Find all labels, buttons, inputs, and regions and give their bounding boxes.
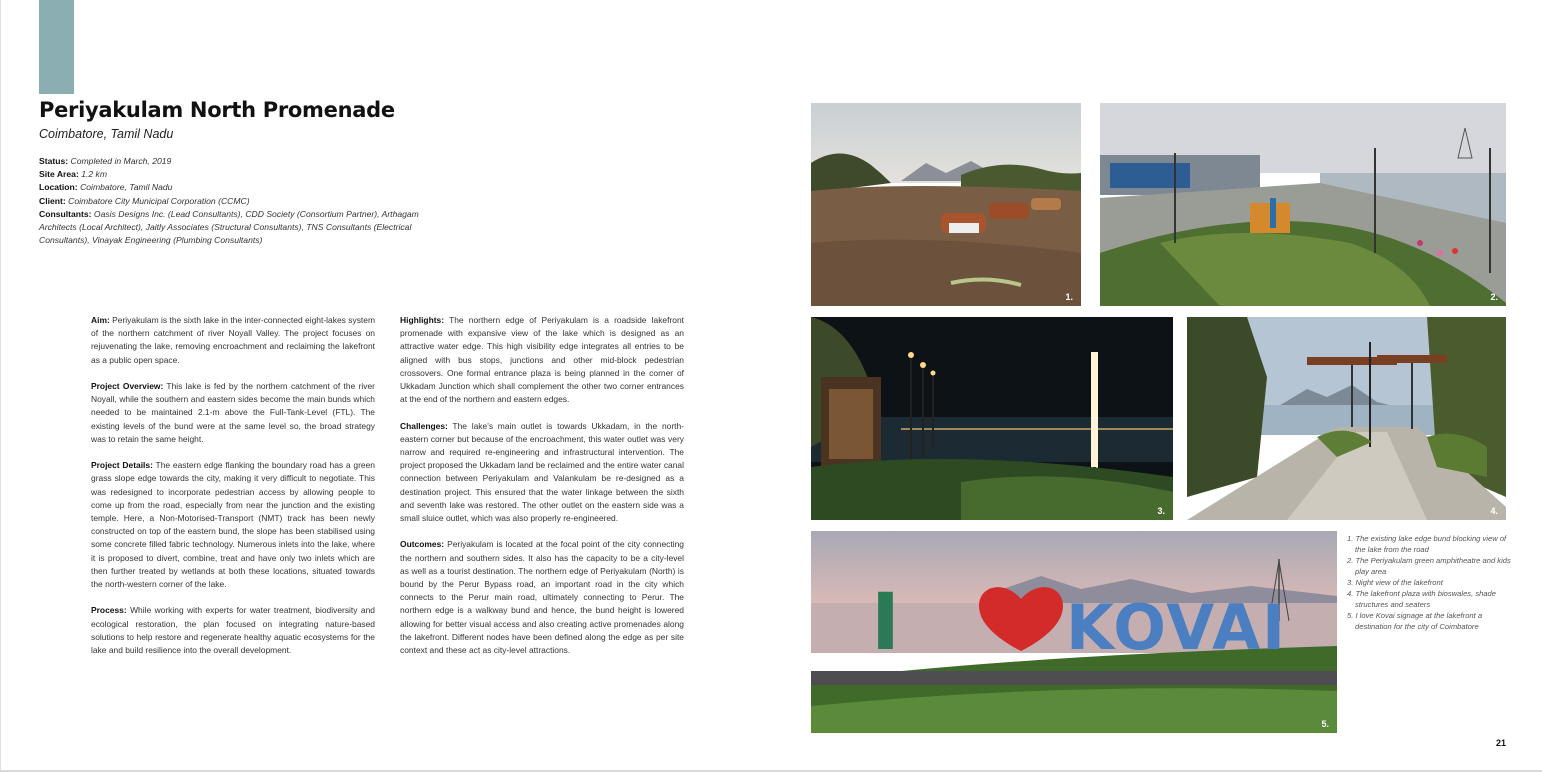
meta-location: Location: Coimbatore, Tamil Nadu — [39, 182, 173, 193]
sign-word-kovai: KOVAI — [1066, 591, 1288, 664]
meta-status: Status: Completed in March, 2019 — [39, 156, 172, 166]
meta-consultants: Consultants: Oasis Designs Inc. (Lead Consultants), CDD Society (Consortium Partner), Arthagam Architects (Local Architect), Jaitly Associates (Structural Consultants), TNS Consultants (Electrical Consultants), Vinayak Engineering (Plumbing Consultants) — [39, 208, 419, 246]
photo-number: 3. — [1157, 506, 1165, 516]
photo-number: 2. — [1490, 292, 1498, 302]
caption-item: 1. The existing lake edge bund blocking view of the lake from the road — [1347, 534, 1507, 554]
project-meta — [39, 155, 419, 247]
caption-item: 5. I love Kovai signage at the lakefront a destination for the city of Coimbatore — [1347, 611, 1483, 631]
paragraph-aim: Aim: Periyakulam is the sixth lake in the inter-connected eight-lakes system of the northern catchment of river Noyall Valley. The project focuses on rejuvenating the lake, removing encroachment and reclaiming the lakefront as a public open space. — [91, 315, 375, 365]
paragraph-project-details: Project Details: The eastern edge flanking the boundary road has a green grass slope edge towards the city, making it very difficult to negotiate. This was redesigned to incorporate pedestrian access by allowing people to come up from the road, especially from near the junction and the existing temple. Here, a Non-Motorised-Transport (NMT) track has been newly constructed on top of the eastern bund, the slope has been stabilised using some concrete filled fabric technology. Numerous inlets into the lake, where it is proposed to divert, combine, treat and have only two inlets which are then further treated by wetlands at both these locations, situated towards the north-western corner of the lake. — [91, 460, 375, 590]
page-subtitle: Coimbatore, Tamil Nadu — [39, 127, 174, 141]
page-title: Periyakulam North Promenade — [39, 98, 395, 122]
page-left-edge — [0, 0, 1, 772]
photo-number: 1. — [1065, 292, 1073, 302]
page-number: 21 — [1496, 738, 1507, 748]
photo-number: 4. — [1490, 506, 1498, 516]
caption-item: 2. The Periyakulam green amphitheatre and kids play area — [1347, 556, 1511, 576]
photo-i-love-kovai-signage — [811, 531, 1337, 733]
paragraph-outcomes: Outcomes: Periyakulam is located at the focal point of the city connecting the northern and southern sides. It also has the capacity to be a city-level as well as a tourist destination. The northern edge of Periyakulam (North) is bound by the Perur Bypass road, an important road in the city which connects to the Perur main road, ultimately connecting to Perur. The northern edge is a walkway bund and hence, the bund height is lowered allowing for better visual access and also creating active promenades along the lakefront. Different nodes have been defined along the edge as per site context and these act as city-level attractions. — [400, 539, 684, 656]
meta-client: Client: Coimbatore City Municipal Corporation (CCMC) — [39, 195, 250, 206]
photo-amphitheatre-play-area — [1100, 103, 1506, 306]
caption-item: 4. The lakefront plaza with bioswales, shade structures and seaters — [1347, 589, 1497, 609]
sign-letter-i: I — [871, 578, 901, 668]
paragraph-challenges: Challenges: The lake's main outlet is towards Ukkadam, in the north-eastern corner but because of the encroachment, this water outlet was very narrow and required re-engineering and infrastructural intervention. The project proposed the Ukkadam land be reclaimed and the entire water canal connection between Periyakulam and Valankulam be re-designed as a destination project. This ensured that the water linkage between the sixth and seventh lake was restored. The other outlet on the eastern side was a small sluice outlet, which was also properly re-engineered. — [400, 420, 684, 524]
meta-site-area: Site Area: 1.2 km — [39, 169, 107, 180]
accent-bar — [39, 0, 74, 94]
text-column-left — [91, 314, 375, 670]
photo-plaza-shade-structures — [1187, 317, 1506, 520]
paragraph-project-overview: Project Overview: This lake is fed by the northern catchment of the river Noyall, while the southern and eastern sides become the main bunds which needed to be maintained 2.1-m above the Full-Tank-Level (FTL). The existing levels of the bund were at the same level so, the broad strategy was to retain the same height. — [91, 381, 375, 444]
photo-number: 5. — [1321, 719, 1329, 729]
photo-cows-on-bund — [811, 103, 1081, 306]
photo-captions — [1347, 533, 1512, 632]
paragraph-highlights: Highlights: The northern edge of Periyakulam is a roadside lakefront promenade with expansive view of the lake which is designed as an attractive water edge. This high visibility edge integrates all entries to be aligned with bus stops, junctions and other mid-block pedestrian crossovers. One formal entrance plaza is being planned in the corner of Ukkadam Junction which shall complement the other two corner entrances at the end of the northern and eastern edges. — [400, 315, 684, 405]
text-column-right — [400, 314, 684, 670]
paragraph-process: Process: While working with experts for water treatment, biodiversity and ecological restoration, the plan focused on integrating nature-based solutions to help restore and regenerate healthy aquatic ecosystems for the lake and build resilience into the overall development. — [91, 605, 375, 656]
caption-item: 3. Night view of the lakefront — [1347, 578, 1443, 587]
photo-night-lakefront — [811, 317, 1173, 520]
